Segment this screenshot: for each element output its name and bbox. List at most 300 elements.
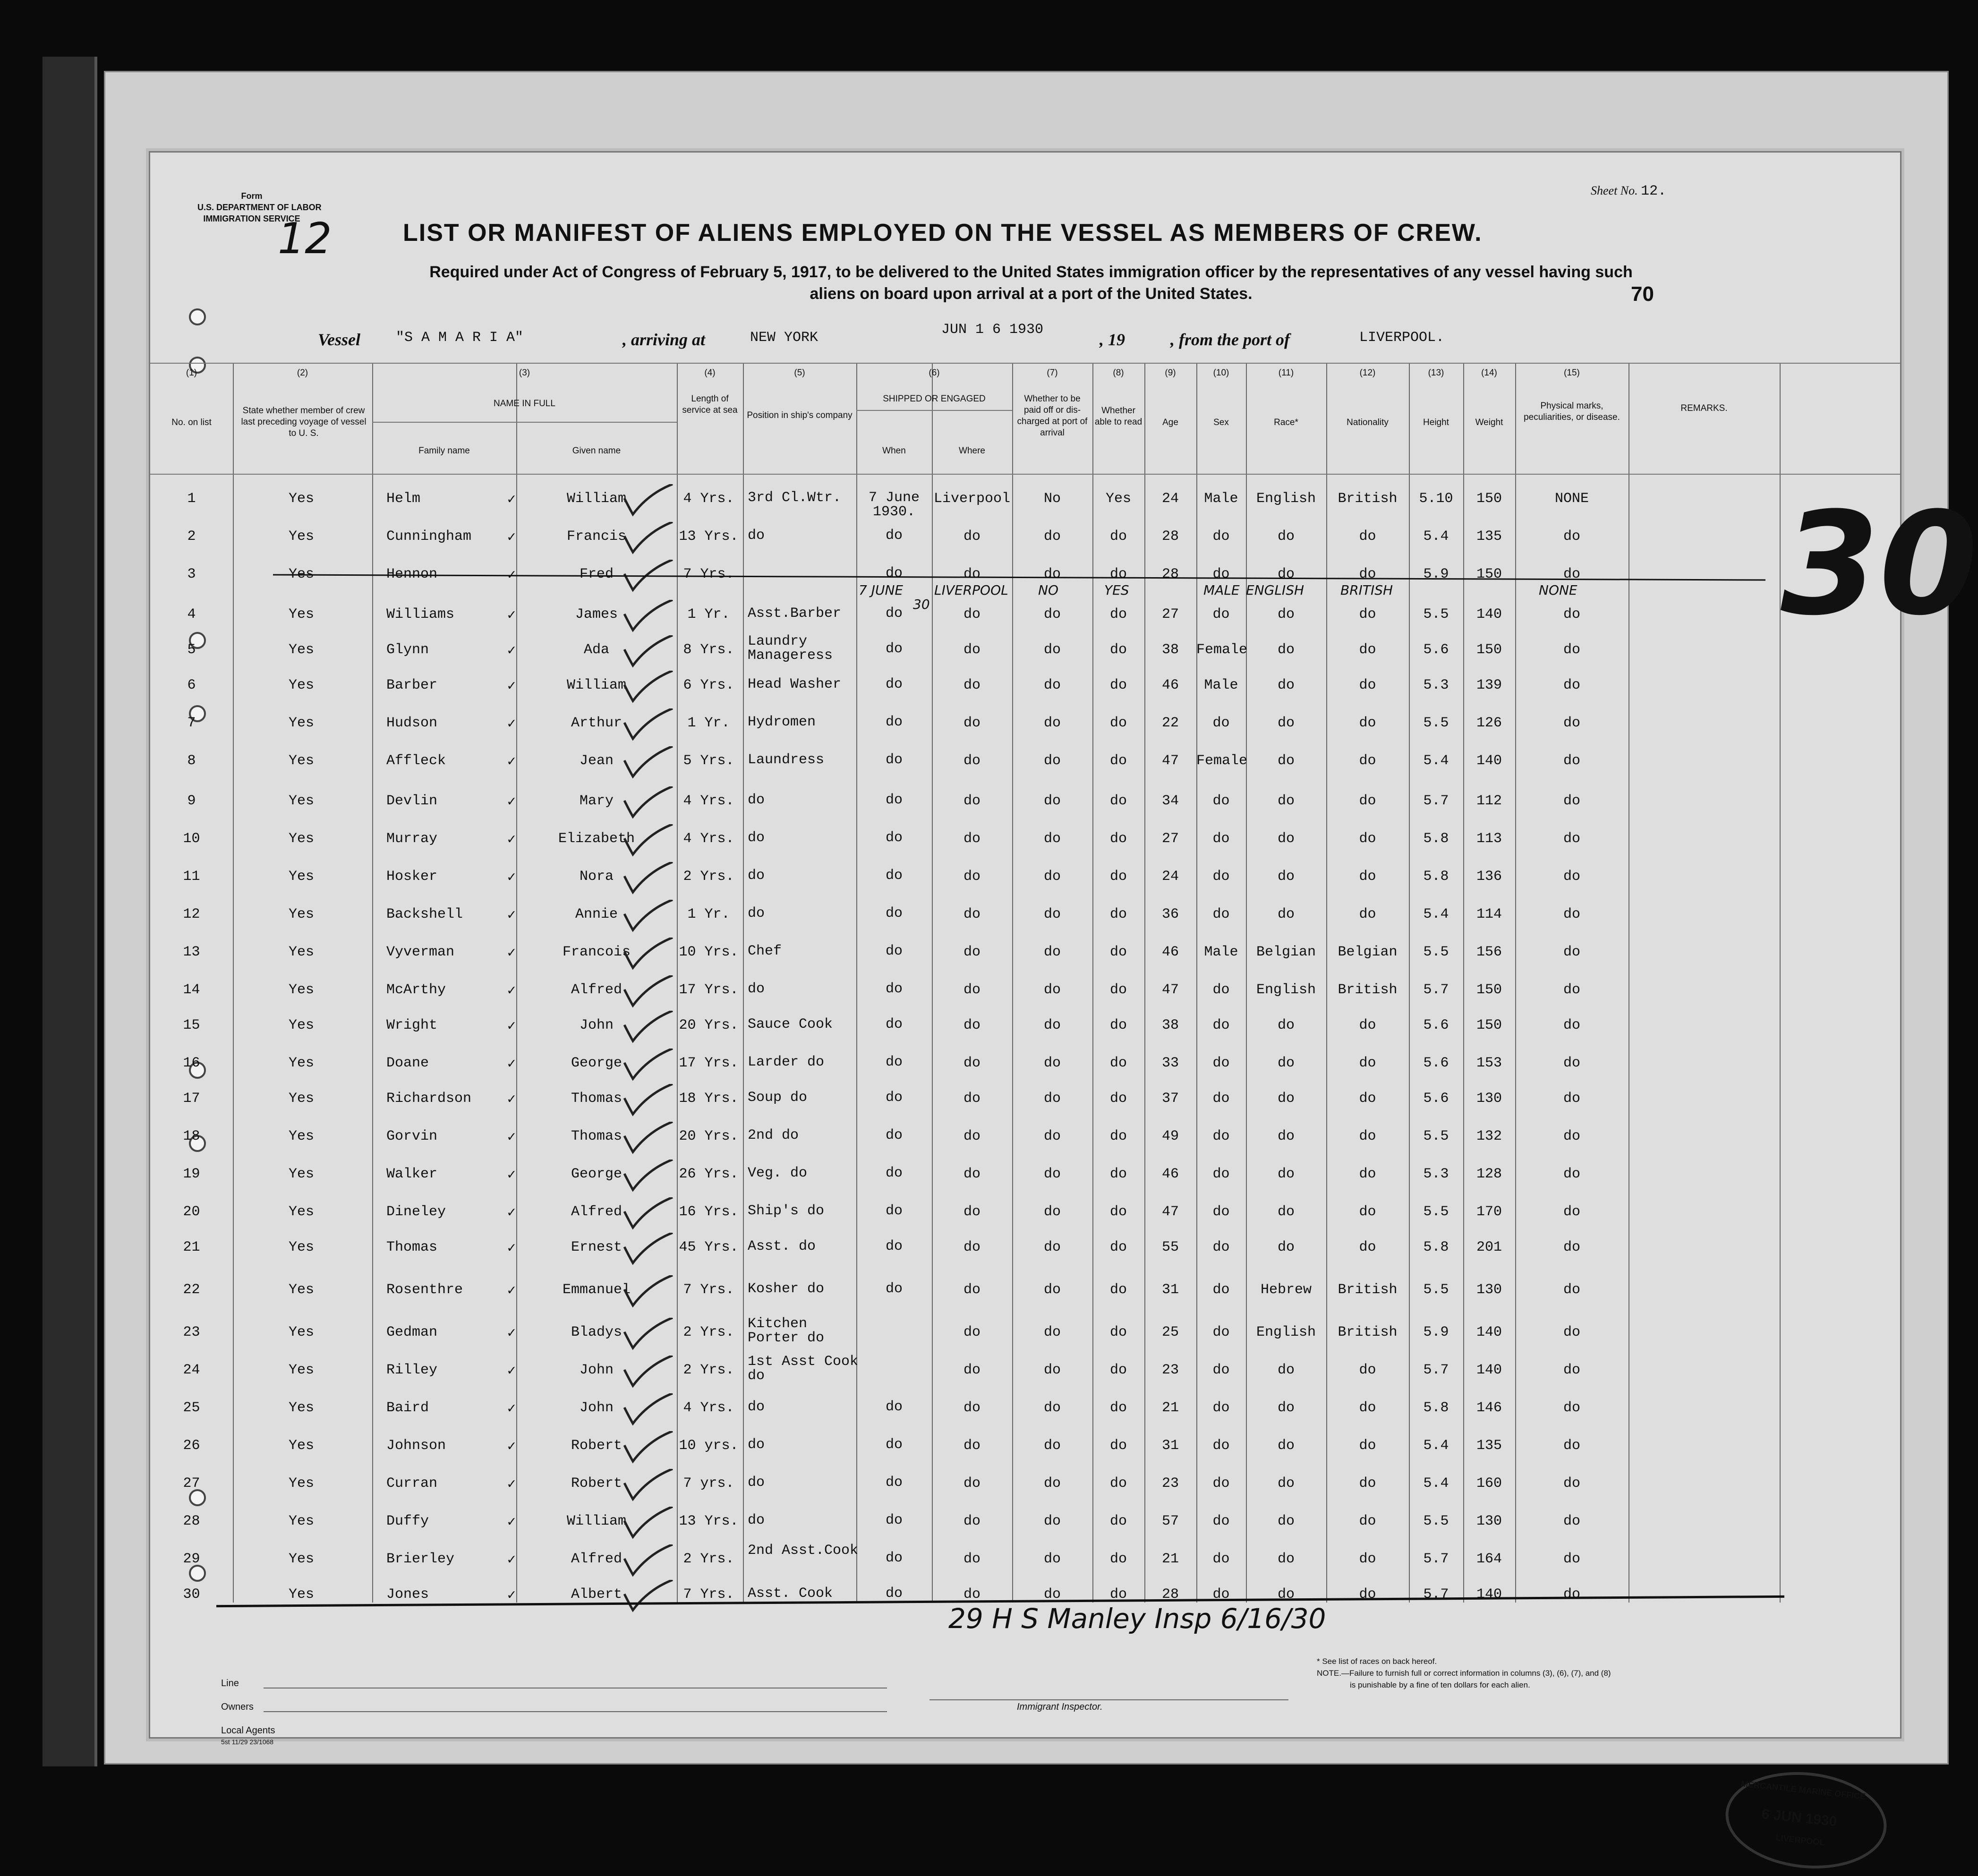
cell-given: Robert [571,1475,622,1492]
cell-no: 30 [183,1586,200,1603]
cell-read: do [1109,677,1127,693]
cell-service: 7 yrs. [683,1475,734,1492]
cell-height: 5.9 [1423,566,1449,582]
cell-where: do [963,1204,980,1220]
cell-read: do [1109,1282,1127,1298]
check-mark-icon [622,635,674,668]
cell-sex: do [1212,1128,1230,1144]
cell-where: do [963,793,980,809]
column-header-n5: (5) [794,368,805,378]
cell-weight: 150 [1476,642,1502,658]
cell-sex: do [1212,1551,1230,1567]
cell-where: do [963,982,980,998]
cell-nat: British [1338,1324,1398,1340]
check-mark-icon [622,1580,674,1613]
check-mark-icon [622,1233,674,1266]
cell-race: do [1277,1438,1295,1454]
cell-when: do [885,1203,903,1219]
cell-service: 13 Yrs. [679,1513,739,1529]
cell-nat: do [1359,906,1376,922]
cell-when: do [885,905,903,921]
cell-paid: do [1043,1017,1061,1033]
cell-paid: do [1043,1362,1061,1378]
cell-yes: Yes [288,1282,314,1298]
department-name: U.S. DEPARTMENT OF LABOR [197,203,322,212]
cell-where: do [963,1438,980,1454]
cell-sex: do [1212,1438,1230,1454]
column-header-family-name: Family name [418,446,470,456]
cell-service: 6 Yrs. [683,677,734,693]
cell-sex: do [1212,1586,1230,1603]
cell-read: do [1109,1324,1127,1340]
cell-where: do [963,869,980,885]
cell-sex: do [1212,1513,1230,1529]
cell-no: 28 [183,1513,200,1529]
cell-nat: do [1359,831,1376,847]
arriving-port: NEW YORK [750,330,818,346]
cell-given: Albert [571,1586,622,1603]
cell-race: do [1277,793,1295,809]
cell-when: do [885,1016,903,1032]
cell-where: do [963,1400,980,1416]
column-header-sex: Sex [1213,418,1229,427]
inspector-signature: 29 H S Manley Insp 6/16/30 [948,1603,1326,1635]
cell-read: do [1109,753,1127,769]
cell-nat: Belgian [1338,944,1398,960]
check-mark-icon [622,1318,674,1351]
stamp-line2: LIVERPOOL [1775,1833,1825,1848]
correction-when: 7 JUNE [859,582,904,598]
tick-icon: ✓ [507,679,516,695]
cell-age: 28 [1161,1586,1179,1603]
cell-age: 33 [1161,1055,1179,1071]
cell-nat: do [1359,1204,1376,1220]
cell-no: 27 [183,1475,200,1492]
cell-service: 20 Yrs. [679,1017,739,1033]
cell-age: 46 [1161,1166,1179,1182]
cell-height: 5.7 [1423,1362,1449,1378]
cell-race: do [1277,1586,1295,1603]
cell-sex: Male [1204,677,1238,693]
cell-weight: 140 [1476,753,1502,769]
cell-given: Jean [579,753,614,769]
cell-position: Asst.Barber [748,605,842,622]
cell-sex: do [1212,529,1230,545]
cell-age: 25 [1161,1324,1179,1340]
cell-yes: Yes [288,1586,314,1603]
cell-yes: Yes [288,715,314,731]
cell-where: do [963,1282,980,1298]
cell-weight: 130 [1476,1513,1502,1529]
cell-read: Yes [1105,491,1131,507]
cell-nat: do [1359,566,1376,582]
header-subrule [372,422,677,423]
cell-age: 24 [1161,491,1179,507]
cell-no: 26 [183,1438,200,1454]
cell-where: do [963,1239,980,1255]
cell-given: Alfred [571,1204,622,1220]
tick-icon: ✓ [507,1057,516,1073]
cell-service: 2 Yrs. [683,1362,734,1378]
cell-read: do [1109,1017,1127,1033]
tick-icon: ✓ [507,1588,516,1604]
cell-when: do [885,1550,903,1566]
cell-paid: do [1043,1204,1061,1220]
cell-race: English [1256,1324,1316,1340]
cell-height: 5.3 [1423,677,1449,693]
tick-icon: ✓ [507,1019,516,1035]
cell-yes: Yes [288,1091,314,1107]
column-header-shipped: SHIPPED OR ENGAGED [883,394,986,404]
cell-race: do [1277,1017,1295,1033]
column-header-physical: Physical marks, peculiarities, or disease. [1524,401,1620,422]
cell-weight: 128 [1476,1166,1502,1182]
cell-height: 5.6 [1423,1091,1449,1107]
cell-age: 46 [1161,944,1179,960]
cell-position: Veg. do [748,1165,808,1181]
cell-marks: do [1563,1017,1580,1033]
table-row [150,823,1900,860]
cell-marks: do [1563,793,1580,809]
cell-no: 14 [183,982,200,998]
table-row [150,1543,1900,1580]
cell-marks: do [1563,1055,1580,1071]
cell-when: do [885,943,903,959]
cell-when: do [885,1127,903,1143]
table-row [150,1159,1900,1195]
cell-race: do [1277,1166,1295,1182]
cell-service: 4 Yrs. [683,793,734,809]
cell-no: 2 [187,529,196,545]
cell-family: Glynn [386,642,429,658]
cell-family: Affleck [386,753,446,769]
cell-yes: Yes [288,944,314,960]
cell-marks: do [1563,715,1580,731]
check-mark-icon [622,600,674,633]
tick-icon: ✓ [507,1326,516,1342]
table-row [150,785,1900,822]
cell-weight: 130 [1476,1091,1502,1107]
cell-paid: do [1043,529,1061,545]
cell-sex: do [1212,1324,1230,1340]
tick-icon: ✓ [507,1515,516,1531]
cell-yes: Yes [288,1438,314,1454]
footer-rule [264,1711,887,1712]
cell-where: do [963,566,980,582]
cell-weight: 150 [1476,491,1502,507]
cell-race: do [1277,1204,1295,1220]
cell-yes: Yes [288,906,314,922]
cell-given: George [571,1166,622,1182]
cell-marks: do [1563,1586,1580,1603]
cell-age: 23 [1161,1475,1179,1492]
cell-yes: Yes [288,642,314,658]
cell-nat: do [1359,1091,1376,1107]
cell-age: 46 [1161,677,1179,693]
cell-service: 2 Yrs. [683,1551,734,1567]
cell-height: 5.8 [1423,831,1449,847]
column-header-no-on-list: No. on list [171,418,212,427]
correction-race: ENGLISH [1246,582,1304,598]
cell-service: 18 Yrs. [679,1091,739,1107]
cell-race: do [1277,1551,1295,1567]
cell-sex: do [1212,715,1230,731]
cell-nat: do [1359,1551,1376,1567]
cell-marks: do [1563,1475,1580,1492]
cell-family: Doane [386,1055,429,1071]
footer-note1: NOTE.—Failure to furnish full or correct information in columns (3), (6), (7), and (8) [1317,1669,1611,1678]
table-row [150,899,1900,936]
cell-where: do [963,715,980,731]
check-mark-icon [622,484,674,517]
cell-yes: Yes [288,1128,314,1144]
cell-marks: NONE [1554,491,1589,507]
column-header-n13: (13) [1428,368,1444,378]
cell-age: 47 [1161,1204,1179,1220]
cell-no: 7 [187,715,196,731]
cell-marks: do [1563,1551,1580,1567]
cell-read: do [1109,1166,1127,1182]
cell-marks: do [1563,1400,1580,1416]
cell-weight: 132 [1476,1128,1502,1144]
page-title: LIST OR MANIFEST OF ALIENS EMPLOYED ON THE VESSEL AS MEMBERS OF CREW. [403,219,1483,247]
cell-paid: do [1043,944,1061,960]
cell-no: 19 [183,1166,200,1182]
cell-no: 4 [187,606,196,622]
cell-yes: Yes [288,1017,314,1033]
cell-no: 6 [187,677,196,693]
check-mark-icon [622,1275,674,1308]
cell-marks: do [1563,1166,1580,1182]
cell-given: Alfred [571,982,622,998]
table-row [150,745,1900,782]
cell-weight: 150 [1476,1017,1502,1033]
cell-marks: do [1563,831,1580,847]
cell-when: do [885,714,903,730]
cell-family: Devlin [386,793,438,809]
check-mark-icon [622,975,674,1008]
page-mark: 70 [1631,282,1654,306]
cell-position: Hydromen [748,714,816,730]
tick-icon: ✓ [507,492,516,508]
tick-icon: ✓ [507,1401,516,1417]
cell-paid: do [1043,982,1061,998]
cell-race: do [1277,869,1295,885]
cell-when: do [885,565,903,581]
cell-read: do [1109,793,1127,809]
cell-family: Wright [386,1017,438,1033]
cell-sex: Male [1204,491,1238,507]
cell-paid: do [1043,1166,1061,1182]
correction-read: YES [1104,582,1129,598]
cell-paid: No [1043,491,1061,507]
cell-service: 5 Yrs. [683,753,734,769]
page-subtitle [306,261,1756,305]
cell-position: do [748,1437,765,1453]
cell-nat: British [1338,491,1398,507]
cell-read: do [1109,1551,1127,1567]
form-label: Form [241,191,263,201]
column-header-n6: (6) [929,368,940,378]
cell-where: do [963,1551,980,1567]
cell-yes: Yes [288,793,314,809]
sheet-label: Sheet No. [1591,184,1638,197]
cell-sex: do [1212,606,1230,622]
cell-nat: do [1359,642,1376,658]
column-header-name-in-full: NAME IN FULL [494,399,555,409]
tick-icon: ✓ [507,832,516,848]
cell-position: do [748,1399,765,1415]
cell-when: do [885,676,903,692]
column-header-where: Where [959,446,985,456]
tick-icon: ✓ [507,908,516,924]
cell-read: do [1109,642,1127,658]
cell-height: 5.5 [1423,715,1449,731]
cell-sex: do [1212,1166,1230,1182]
tick-icon: ✓ [507,1477,516,1493]
tick-icon: ✓ [507,1439,516,1455]
cell-given: Ernest [571,1239,622,1255]
check-mark-icon [622,522,674,555]
cell-height: 5.10 [1419,491,1453,507]
check-mark-icon [622,708,674,742]
cell-race: English [1256,491,1316,507]
cell-weight: 113 [1476,831,1502,847]
cell-position: Asst. Cook [748,1586,833,1602]
cell-family: Duffy [386,1513,429,1529]
tick-icon: ✓ [507,1092,516,1108]
check-mark-icon [622,786,674,819]
check-mark-icon [622,1122,674,1155]
tick-icon: ✓ [507,643,516,659]
cell-marks: do [1563,982,1580,998]
cell-sex: do [1212,1239,1230,1255]
table-row [150,670,1900,707]
cell-family: McArthy [386,982,446,998]
cell-nat: do [1359,1475,1376,1492]
cell-service: 20 Yrs. [679,1128,739,1144]
cell-service: 17 Yrs. [679,982,739,998]
cell-marks: do [1563,529,1580,545]
cell-given: Robert [571,1438,622,1454]
cell-marks: do [1563,1282,1580,1298]
cell-paid: do [1043,906,1061,922]
cell-family: Jones [386,1586,429,1603]
table-row [150,483,1900,520]
cell-yes: Yes [288,566,314,582]
cell-age: 49 [1161,1128,1179,1144]
tick-icon: ✓ [507,716,516,733]
cell-where: do [963,906,980,922]
cell-family: Dineley [386,1204,446,1220]
footer-inspector: Immigrant Inspector. [1017,1702,1103,1712]
cell-read: do [1109,1128,1127,1144]
cell-where: do [963,1128,980,1144]
margin-note: 30 [1781,482,1978,647]
check-mark-icon [622,1544,674,1578]
cell-nat: do [1359,1128,1376,1144]
cell-family: Johnson [386,1438,446,1454]
cell-yes: Yes [288,677,314,693]
subtitle-line1: Required under Act of Congress of February 5, 1917, to be delivered to the United States immigration officer by the representatives of any vessel having such [429,263,1633,281]
table-row [150,634,1900,671]
cell-given: Alfred [571,1551,622,1567]
arriving-label: , arriving at [622,330,706,349]
tick-icon: ✓ [507,530,516,546]
cell-weight: 150 [1476,566,1502,582]
cell-when: do [885,792,903,808]
cell-position: do [748,981,765,997]
cell-given: Thomas [571,1128,622,1144]
cell-read: do [1109,1362,1127,1378]
cell-service: 7 Yrs. [683,566,734,582]
cell-yes: Yes [288,1475,314,1492]
cell-paid: do [1043,1475,1061,1492]
check-mark-icon [622,1011,674,1044]
cell-where: do [963,1513,980,1529]
cell-position: do [748,792,765,808]
cell-race: do [1277,1239,1295,1255]
cell-where: do [963,677,980,693]
cell-when: 7 June 1930. [868,490,920,520]
column-header-age: Age [1162,418,1178,427]
cell-given: William [566,677,627,693]
cell-sex: Female [1196,753,1248,769]
header-subrule [856,410,1012,411]
cell-where: do [963,1091,980,1107]
cell-marks: do [1563,1091,1580,1107]
cell-height: 5.4 [1423,529,1449,545]
footer-owners: Owners [221,1702,254,1712]
cell-given: Mary [579,793,614,809]
cell-where: do [963,606,980,622]
cell-service: 13 Yrs. [679,529,739,545]
cell-family: Curran [386,1475,438,1492]
year-label: , 19 [1100,330,1125,349]
cell-sex: do [1212,1282,1230,1298]
table-row [150,1430,1900,1467]
table-row [150,1121,1900,1158]
cell-age: 21 [1161,1400,1179,1416]
cell-yes: Yes [288,1362,314,1378]
column-header-n9: (9) [1165,368,1176,378]
table-row [150,1048,1900,1084]
cell-height: 5.8 [1423,1400,1449,1416]
table-row [150,1317,1900,1354]
column-header-n8: (8) [1113,368,1124,378]
cell-nat: do [1359,1586,1376,1603]
cell-given: Thomas [571,1091,622,1107]
tick-icon: ✓ [507,754,516,770]
cell-height: 5.3 [1423,1166,1449,1182]
cell-when: do [885,641,903,657]
cell-family: Hudson [386,715,438,731]
cell-sex: Male [1204,944,1238,960]
table-row [150,559,1900,596]
check-mark-icon [622,1507,674,1540]
correction-nat: BRITISH [1340,582,1393,598]
column-header-n10: (10) [1213,368,1229,378]
cell-race: do [1277,529,1295,545]
cell-given: James [575,606,618,622]
cell-when: do [885,868,903,884]
column-header-n12: (12) [1359,368,1376,378]
column-header-given-name: Given name [572,446,621,456]
cell-age: 47 [1161,753,1179,769]
check-mark-icon [622,862,674,895]
cell-read: do [1109,1586,1127,1603]
column-header-length-service: Length of service at sea [682,394,738,415]
